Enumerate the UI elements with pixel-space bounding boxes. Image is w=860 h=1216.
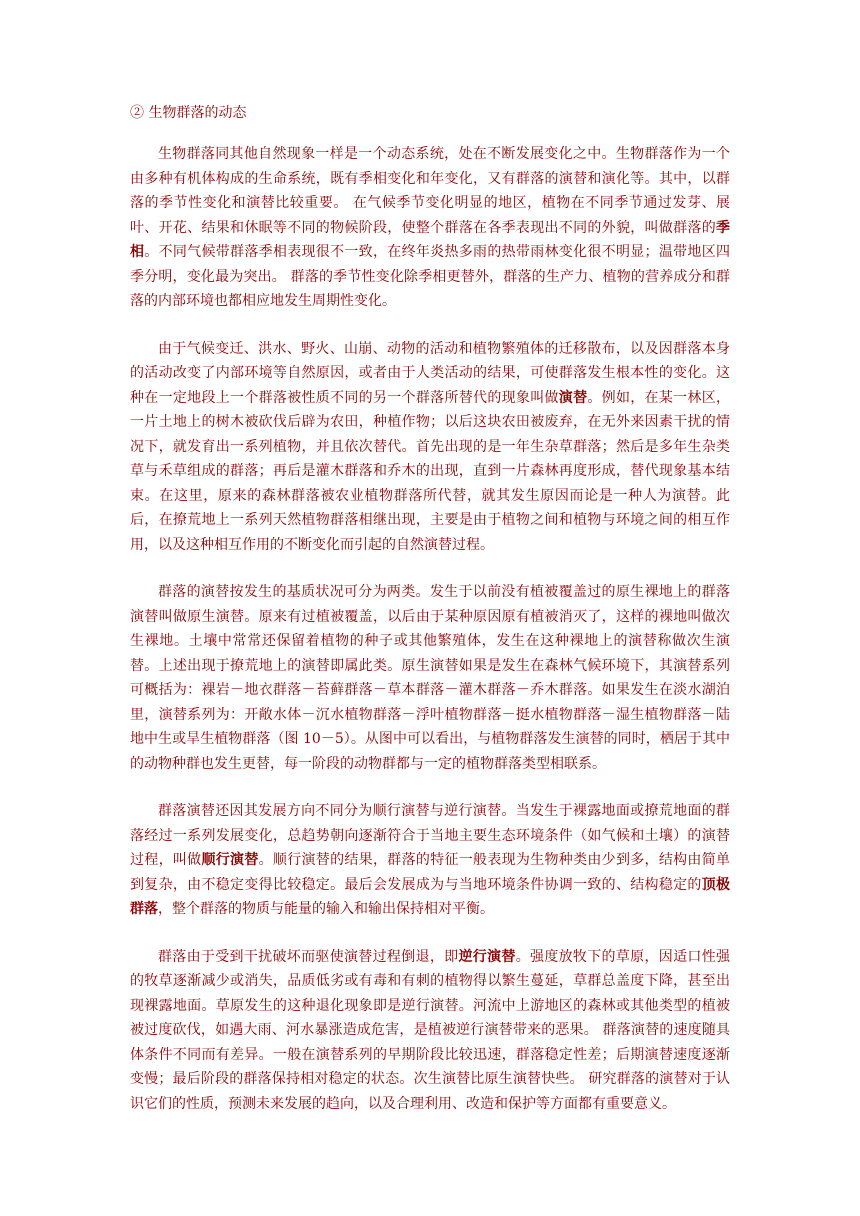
paragraph-text: 生物群落同其他自然现象一样是一个动态系统，处在不断发展变化之中。生物群落作为一个由多种有机体构成的生命系统，既有季相变化和年变化，又有群落的演替和演化等。其中，以群落的季节性变化和演替比较重要。 在气候季节变化明显的地区，植物在不同季节通过发芽、展叶、开花、结果和休眠等不同的物候阶段，使整个群落在各季表现出不同的外貌，叫做群落的 — [130, 146, 730, 236]
paragraph-text: 。不同气候带群落季相表现很不一致，在终年炎热多雨的热带雨林变化很不明显；温带地区四季分明，变化最为突出。 群落的季节性变化除季相更替外，群落的生产力、植物的营养成分和群落的内部环境也都相应地发生周期性变化。 — [130, 244, 731, 309]
key-term: 季相 — [130, 219, 730, 260]
paragraph-text: 。例如，在某一林区，一片土地上的树木被砍伐后辟为农田，种植作物；以后这块农田被废弃，在无外来因素干扰的情况下，就发育出一系列植物，并且依次替代。首先出现的是一年生杂草群落；然后是多年生杂类草与禾草组成的群落；再后是灌木群落和乔木的出现，直到一片森林再度形成，替代现象基本结束。在这里，原来的森林群落被农业植物群落所代替，就其发生原因而论是一种人为演替。此后，在撩荒地上一系列天然植物群落相继出现，主要是由于植物之间和植物与环境之间的相互作用，以及这种相互作用的不断变化而引起的自然演替过程。 — [130, 389, 731, 553]
key-term: 顶极群落 — [130, 876, 731, 917]
paragraph-text: 群落的演替按发生的基质状况可分为两类。发生于以前没有植被覆盖过的原生裸地上的群落演替叫做原生演替。原来有过植被覆盖，以后由于某种原因原有植被消灭了，这样的裸地叫做次生裸地。土壤中常常还保留着植物的种子或其他繁殖体，发生在这种裸地上的演替称做次生演替。上述出现于撩荒地上的演替即属此类。原生演替如果是发生在森林气候环境下，其演替系列可概括为：裸岩－地衣群落－苔藓群落－草本群落－灌木群落－乔木群落。如果发生在淡水湖泊里，演替系列为：开敞水体－沉水植物群落－浮叶植物群落－挺水植物群落－湿生植物群落－陆地中生或旱生植物群落（图 10－5）。从图中可以看出，与植物群落发生演替的同时，栖居于其中的动物种群也发生更替，每一阶段的动物群都与一定的植物群落类型相联系。 — [130, 584, 730, 772]
key-term: 逆行演替 — [458, 948, 516, 965]
paragraph-text: ，整个群落的物质与能量的输入和输出保持相对平衡。 — [158, 901, 494, 917]
paragraphs-container — [130, 142, 730, 1116]
paragraph-2 — [130, 337, 730, 558]
key-term: 顺行演替 — [201, 852, 259, 868]
paragraph-3 — [130, 580, 730, 776]
paragraph-5 — [130, 945, 730, 1117]
paragraph-text: 群落由于受到干扰破坏而驱使演替过程倒退，即 — [158, 948, 459, 965]
section-heading: ② 生物群落的动态 — [130, 105, 247, 121]
paragraph-text: 由于气候变迁、洪水、野火、山崩、动物的活动和植物繁殖体的迁移散布，以及因群落本身的活动改变了内部环境等自然原因，或者由于人类活动的结果，可使群落发生根本性的变化。这种在一定地段上一个群落被性质不同的另一个群落所替代的现象叫做 — [130, 340, 730, 406]
paragraph-text: 。强度放牧下的草原，因适口性强的牧草逐渐减少或消失，品质低劣或有毒和有刺的植物得以繁生蔓延，草群总盖度下降，甚至出现裸露地面。草原发生的这种退化现象即是逆行演替。河流中上游地区的森林或其他类型的植被被过度砍伐，如遇大雨、河水暴涨造成危害，是植被逆行演替带来的恶果。 群落演替的速度随具体条件不同而有差异。一般在演替系列的早期阶段比较迅速，群落稳定性差；后期演替速度逐渐变慢；最后阶段的群落保持相对稳定的状态。次生演替比原生演替快些。 研究群落的演替对于认识它们的性质，预测未来发展的趋向，以及合理利用、改造和保护等方面都有重要意义。 — [130, 948, 731, 1112]
paragraph-4 — [130, 799, 730, 922]
key-term: 演替 — [558, 389, 588, 406]
paragraph-text: 。顺行演替的结果，群落的特征一般表现为生物种类由少到多，结构由简单到复杂，由不稳定变得比较稳定。最后会发展成为与当地环境条件协调一致的、结构稳定的 — [130, 852, 731, 893]
paragraph-1 — [130, 142, 730, 314]
document-body — [130, 100, 730, 1139]
paragraph-text: 群落演替还因其发展方向不同分为顺行演替与逆行演替。当发生于裸露地面或撩荒地面的群落经过一系列发展变化，总趋势朝向逐渐符合于当地主要生态环境条件（如气候和土壤）的演替过程，叫做 — [130, 803, 730, 868]
